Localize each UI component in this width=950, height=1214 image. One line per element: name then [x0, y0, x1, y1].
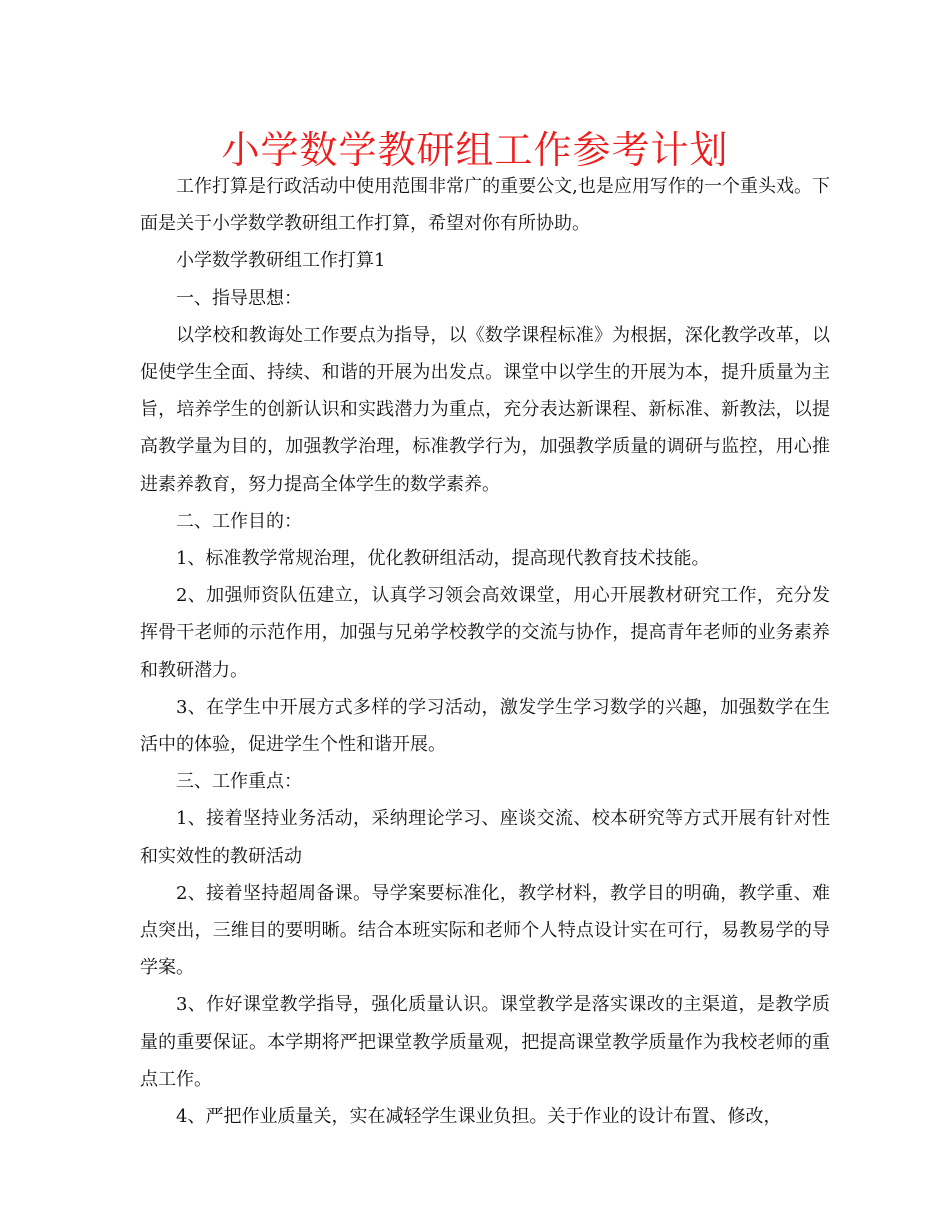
paragraph-plan-heading: 小学数学教研组工作打算1 — [176, 250, 386, 272]
paragraph-focus-2: 2、接着坚持超周备课。导学案要标准化，教学材料，教学目的明确，教学重、难点突出，三维目的要明晰。结合本班实际和老师个人特点设计实在可行，易教易学的导学案。 — [140, 882, 830, 979]
paragraph-focus-1: 1、接着坚持业务活动，采纳理论学习、座谈交流、校本研究等方式开展有针对性和实效性的教研活动 — [140, 808, 830, 867]
section-heading-work-goals: 二、工作目的： — [176, 510, 302, 532]
section-heading-guiding-thought: 一、指导思想： — [176, 287, 302, 309]
paragraph-focus-3: 3、作好课堂教学指导，强化质量认识。课堂教学是落实课改的主渠道，是教学质量的重要保证。本学期将严把课堂教学质量观，把提高课堂教学质量作为我校老师的重点工作。 — [140, 994, 830, 1090]
section-heading-work-focus: 三、工作重点： — [176, 771, 302, 793]
paragraph-intro: 工作打算是行政活动中使用范围非常广的重要公文,也是应用写作的一个重头戏。下面是关于小学数学教研组工作打算，希望对你有所协助。 — [140, 176, 830, 235]
document-title: 小学数学教研组工作参考计划 — [221, 128, 729, 172]
paragraph-goal-3: 3、在学生中开展方式多样的学习活动，激发学生学习数学的兴趣，加强数学在生活中的体验，促进学生个性和谐开展。 — [140, 696, 830, 756]
paragraph-guiding-thought: 以学校和教诲处工作要点为指导，以《数学课程标准》为根据，深化教学改革，以促使学生全面、持续、和谐的开展为出发点。课堂中以学生的开展为本，提升质量为主旨，培养学生的创新认识和实践潜力为重点，充分表达新课程、新标准、新教法，以提高教学量为目的，加强教学治理，标准教学行为，加强教学质量的调研与监控，用心推进素养教育，努力提高全体学生的数学素养。 — [140, 324, 830, 495]
paragraph-goal-1: 1、标准教学常规治理，优化教研组活动，提高现代教育技术技能。 — [176, 548, 710, 570]
document-body — [140, 168, 830, 1135]
paragraph-goal-2: 2、加强师资队伍建立，认真学习领会高效课堂，用心开展教材研究工作，充分发挥骨干老师的示范作用，加强与兄弟学校教学的交流与协作，提高青年老师的业务素养和教研潜力。 — [140, 585, 830, 681]
paragraph-focus-4: 4、严把作业质量关，实在减轻学生课业负担。关于作业的设计布置、修改， — [176, 1106, 782, 1128]
